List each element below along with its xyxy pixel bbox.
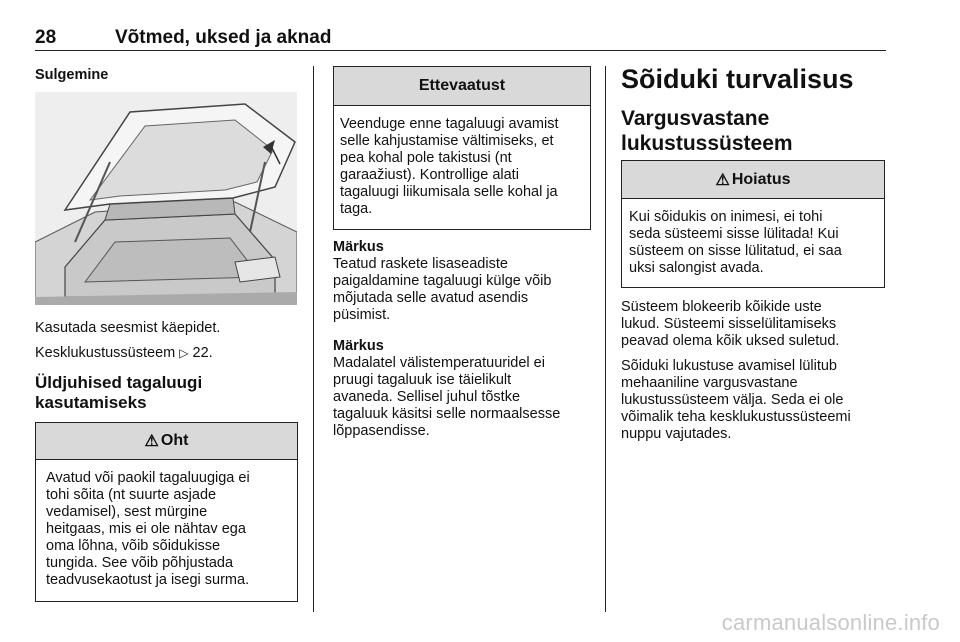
danger-line-5: oma lõhna, võib sõidukisse: [46, 538, 221, 554]
paragraph-system-locks: [621, 299, 886, 350]
chapter-title: Võtmed, uksed ja aknad: [115, 27, 332, 48]
subheading-line-1: Üldjuhised tagaluugi: [35, 373, 203, 392]
watermark: carmanualsonline.info: [721, 610, 940, 635]
reference-page: 22.: [192, 345, 213, 361]
central-locking-text: Kesklukustussüsteem: [35, 345, 176, 361]
danger-box-body: [36, 460, 297, 589]
caution-box-header: [334, 67, 590, 106]
danger-line-2: tohi sõita (nt suurte asjade: [46, 487, 217, 503]
paragraph-central-locking-ref: [35, 345, 305, 362]
column-divider-2: [605, 66, 606, 612]
warning-box-header: [622, 161, 884, 199]
warning-line-2: seda süsteemi sisse lülitada! Kui: [629, 226, 839, 242]
subsection-title-anti-theft: [621, 106, 881, 156]
note1-line-2: paigaldamine tagaluugi külge võib: [333, 273, 552, 289]
para1-line-3: peavad olema kõik uksed suletud.: [621, 333, 840, 349]
subtitle-line-2: lukustussüsteem: [621, 132, 793, 155]
subheading-tailgate-general: [35, 373, 305, 413]
danger-line-1: Avatud või paokil tagaluugiga ei: [46, 470, 250, 486]
danger-title: Oht: [160, 432, 189, 449]
danger-line-4: heitgaas, mis ei ole nähtav ega: [46, 521, 246, 537]
danger-box-header: [36, 423, 297, 460]
note2-line-3: avaneda. Sellisel juhul tõstke: [333, 389, 521, 405]
danger-line-3: vedamisel), sest mürgine: [46, 504, 208, 520]
danger-line-7: teadvusekaotust ja isegi surma.: [46, 572, 250, 588]
note1-line-3: mõjutada selle avatud asendis: [333, 290, 529, 306]
caution-box: [333, 66, 591, 230]
caution-box-body: [334, 106, 590, 218]
note-label: Märkus: [333, 239, 384, 255]
section-title-vehicle-security: Sõiduki turvalisus: [621, 64, 854, 94]
warning-line-1: Kui sõidukis on inimesi, ei tohi: [629, 209, 823, 225]
tailgate-open-drawing: [35, 92, 297, 305]
para2-line-2: mehaaniline vargusvastane: [621, 375, 798, 391]
warning-line-3: süsteem on sisse lülitatud, ei saa: [629, 243, 842, 259]
column-divider-1: [313, 66, 314, 612]
para2-line-4: võimalik teha kesklukustussüsteemi: [621, 409, 851, 425]
note2-line-1: Madalatel välistemperatuuridel ei: [333, 355, 545, 371]
subheading-line-2: kasutamiseks: [35, 393, 147, 412]
warning-box-body: [622, 199, 884, 277]
note-heavy-accessories: [333, 239, 595, 324]
danger-box: [35, 422, 298, 602]
subtitle-line-1: Vargusvastane: [621, 107, 770, 130]
paragraph-unlock-disables: [621, 358, 886, 443]
warning-line-4: uksi salongist avada.: [629, 260, 764, 276]
para1-line-1: Süsteem blokeerib kõikide uste: [621, 299, 822, 315]
tailgate-illustration: [35, 92, 297, 305]
caution-title: Ettevaatust: [418, 77, 506, 94]
note2-line-4: tagaluuk käsitsi selle normaalsesse: [333, 406, 561, 422]
reference-arrow-icon: ▷: [179, 346, 189, 360]
note1-line-1: Teatud raskete lisaseadiste: [333, 256, 508, 272]
caution-line-6: taga.: [340, 201, 373, 217]
note-label: Märkus: [333, 338, 384, 354]
note-low-temperature: [333, 338, 598, 440]
para2-line-5: nuppu vajutades.: [621, 426, 732, 442]
caution-line-5: tagaluugi liikumisala selle kohal ja: [340, 184, 558, 200]
caution-line-2: selle kahjustamise vältimiseks, et: [340, 133, 554, 149]
page-number: 28: [35, 27, 57, 48]
caution-line-3: pea kohal pole takistusi (nt: [340, 150, 512, 166]
warning-triangle-icon: ⚠: [715, 171, 730, 189]
paragraph-use-handle: Kasutada seesmist käepidet.: [35, 320, 221, 336]
danger-line-6: tungida. See võib põhjustada: [46, 555, 234, 571]
warning-box: [621, 160, 885, 288]
note1-line-4: püsimist.: [333, 307, 391, 323]
warning-triangle-icon: ⚠: [144, 433, 159, 450]
note2-line-2: pruugi tagaluuk ise täielikult: [333, 372, 512, 388]
section-heading-closing: Sulgemine: [35, 67, 109, 83]
caution-line-4: garaažiust). Kontrollige alati: [340, 167, 519, 183]
caution-line-1: Veenduge enne tagaluugi avamist: [340, 116, 559, 132]
para2-line-3: lukustussüsteem välja. Seda ei ole: [621, 392, 844, 408]
note2-line-5: lõppasendisse.: [333, 423, 430, 439]
warning-title: Hoiatus: [731, 170, 791, 188]
para1-line-2: lukud. Süsteemi sisselülitamiseks: [621, 316, 837, 332]
header-rule: [35, 50, 886, 51]
para2-line-1: Sõiduki lukustuse avamisel lülitub: [621, 358, 837, 374]
